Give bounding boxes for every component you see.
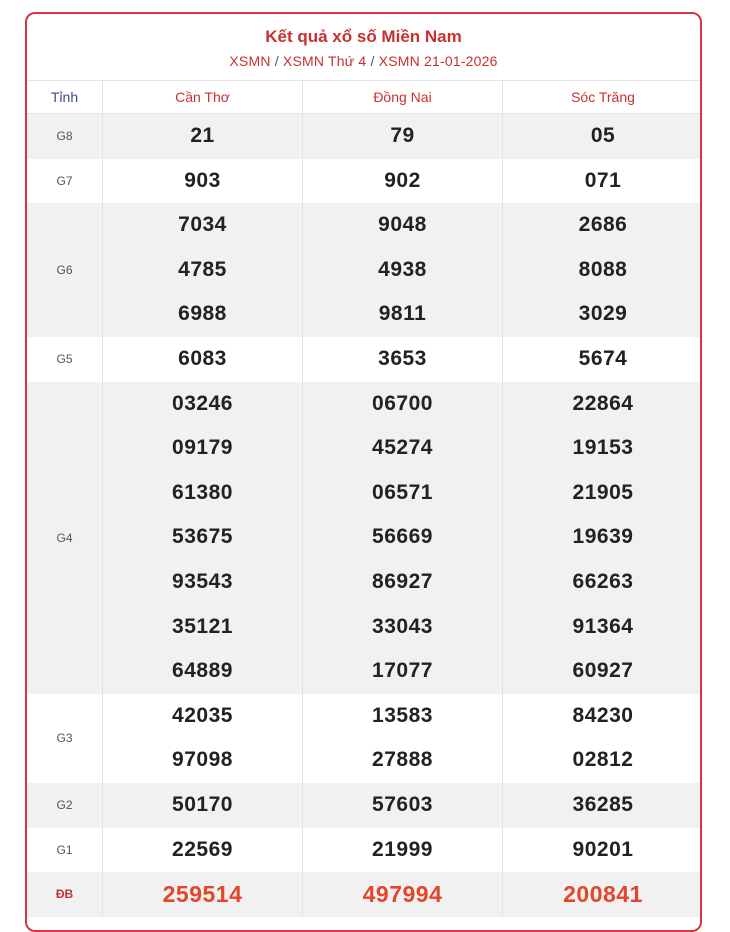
prize-number: 4785 <box>178 257 227 281</box>
prize-number: 86927 <box>372 569 433 593</box>
prize-number: 66263 <box>572 569 634 593</box>
prize-number: 27888 <box>372 748 433 772</box>
prize-column <box>103 382 303 694</box>
prize-column <box>103 783 303 828</box>
prize-number: 13583 <box>372 703 433 727</box>
prize-column <box>503 114 702 159</box>
prize-number: 903 <box>184 168 221 192</box>
prize-column <box>103 337 303 382</box>
prize-column <box>303 783 503 828</box>
prize-column <box>303 828 503 873</box>
prize-column <box>303 694 503 783</box>
prize-row-g6 <box>27 203 702 337</box>
prize-column <box>303 114 503 159</box>
prize-column <box>503 337 702 382</box>
prize-label: ĐB <box>27 872 103 917</box>
prize-number: 6083 <box>178 346 227 370</box>
prize-column <box>503 159 702 204</box>
prize-column <box>103 872 303 917</box>
prize-column <box>103 828 303 873</box>
prize-number: 902 <box>384 168 421 192</box>
breadcrumb-xsmn[interactable]: XSMN <box>229 53 271 69</box>
breadcrumb-separator: / <box>270 53 283 69</box>
prize-number: 21 <box>190 124 215 147</box>
prize-column <box>103 203 303 337</box>
prize-row-g1 <box>27 828 702 873</box>
prize-number: 64889 <box>172 659 233 683</box>
prize-number: 50170 <box>172 792 233 816</box>
prize-row-g4 <box>27 382 702 694</box>
prize-number: 9811 <box>378 302 427 326</box>
prize-number: 4938 <box>378 257 427 281</box>
prize-number: 33043 <box>372 614 433 638</box>
prize-row-g2 <box>27 783 702 828</box>
prize-column <box>103 114 303 159</box>
prize-number: 22864 <box>572 391 634 415</box>
prize-number: 05 <box>590 124 616 147</box>
prize-number: 60927 <box>572 659 634 683</box>
prize-label: G8 <box>27 114 103 159</box>
prize-column <box>303 872 503 917</box>
prize-number: 90201 <box>572 837 634 861</box>
prize-column <box>103 694 303 783</box>
prize-label: G3 <box>27 694 103 783</box>
page-title: Kết quả xổ số Miền Nam <box>265 27 462 46</box>
prize-number: 21999 <box>372 837 433 861</box>
prize-number: 91364 <box>572 614 634 638</box>
prize-number: 06571 <box>372 480 433 504</box>
prize-number: 02812 <box>572 748 634 772</box>
prize-row-g7 <box>27 159 702 204</box>
prize-column <box>303 337 503 382</box>
prize-number: 497994 <box>362 881 443 908</box>
prize-column <box>303 159 503 204</box>
breadcrumb-separator: / <box>366 53 379 69</box>
prize-number: 35121 <box>172 614 233 638</box>
prize-column <box>503 694 702 783</box>
prize-column <box>503 872 702 917</box>
prize-number: 22569 <box>172 837 233 861</box>
prize-number: 3653 <box>378 346 427 370</box>
prize-number: 200841 <box>563 881 643 908</box>
prize-column <box>103 159 303 204</box>
prize-number: 8088 <box>578 257 628 281</box>
prize-number: 97098 <box>172 748 233 772</box>
prize-number: 79 <box>390 124 415 147</box>
prize-number: 071 <box>584 168 622 192</box>
table-header-row <box>27 81 702 114</box>
prize-number: 56669 <box>372 525 433 549</box>
prize-number: 5674 <box>578 346 628 370</box>
breadcrumb-xsmn-date[interactable]: XSMN 21-01-2026 <box>378 53 498 69</box>
prize-label: G2 <box>27 783 103 828</box>
prize-number: 45274 <box>372 436 433 460</box>
prize-number: 84230 <box>572 703 634 727</box>
province-header-dong-nai[interactable]: Đồng Nai <box>303 81 503 113</box>
prize-label: G1 <box>27 828 103 873</box>
results-table <box>27 81 702 917</box>
prize-number: 259514 <box>162 881 243 908</box>
prize-number: 42035 <box>172 703 233 727</box>
breadcrumb-xsmn-weekday[interactable]: XSMN Thứ 4 <box>282 53 367 69</box>
province-column-header: Tỉnh <box>27 81 103 113</box>
prize-number: 2686 <box>578 213 628 237</box>
prize-column <box>303 203 503 337</box>
prize-number: 7034 <box>178 213 227 237</box>
prize-number: 57603 <box>372 792 433 816</box>
province-header-can-tho[interactable]: Cần Thơ <box>103 81 303 113</box>
prize-number: 93543 <box>172 569 233 593</box>
prize-number: 19153 <box>572 436 634 460</box>
prize-column <box>503 382 702 694</box>
breadcrumb <box>27 53 700 69</box>
prize-number: 21905 <box>572 480 634 504</box>
prize-row-g5 <box>27 337 702 382</box>
prize-row-g8 <box>27 114 702 159</box>
results-header <box>27 14 700 81</box>
prize-label: G5 <box>27 337 103 382</box>
prize-column <box>303 382 503 694</box>
prize-column <box>503 203 702 337</box>
prize-number: 03246 <box>172 391 233 415</box>
prize-number: 36285 <box>572 792 634 816</box>
prize-number: 3029 <box>578 302 628 326</box>
prize-number: 6988 <box>178 302 227 326</box>
prize-number: 61380 <box>172 480 233 504</box>
prize-number: 19639 <box>572 525 634 549</box>
prize-label: G4 <box>27 382 103 694</box>
results-card <box>25 12 702 932</box>
prize-number: 09179 <box>172 436 233 460</box>
prize-rows <box>27 114 702 917</box>
prize-number: 17077 <box>372 659 433 683</box>
prize-column <box>503 783 702 828</box>
prize-row-g3 <box>27 694 702 783</box>
prize-number: 06700 <box>372 391 433 415</box>
prize-number: 53675 <box>172 525 233 549</box>
prize-label: G6 <box>27 203 103 337</box>
prize-row-đb <box>27 872 702 917</box>
province-header-soc-trang[interactable]: Sóc Trăng <box>571 89 635 105</box>
prize-column <box>503 828 702 873</box>
prize-label: G7 <box>27 159 103 204</box>
prize-number: 9048 <box>378 213 427 237</box>
